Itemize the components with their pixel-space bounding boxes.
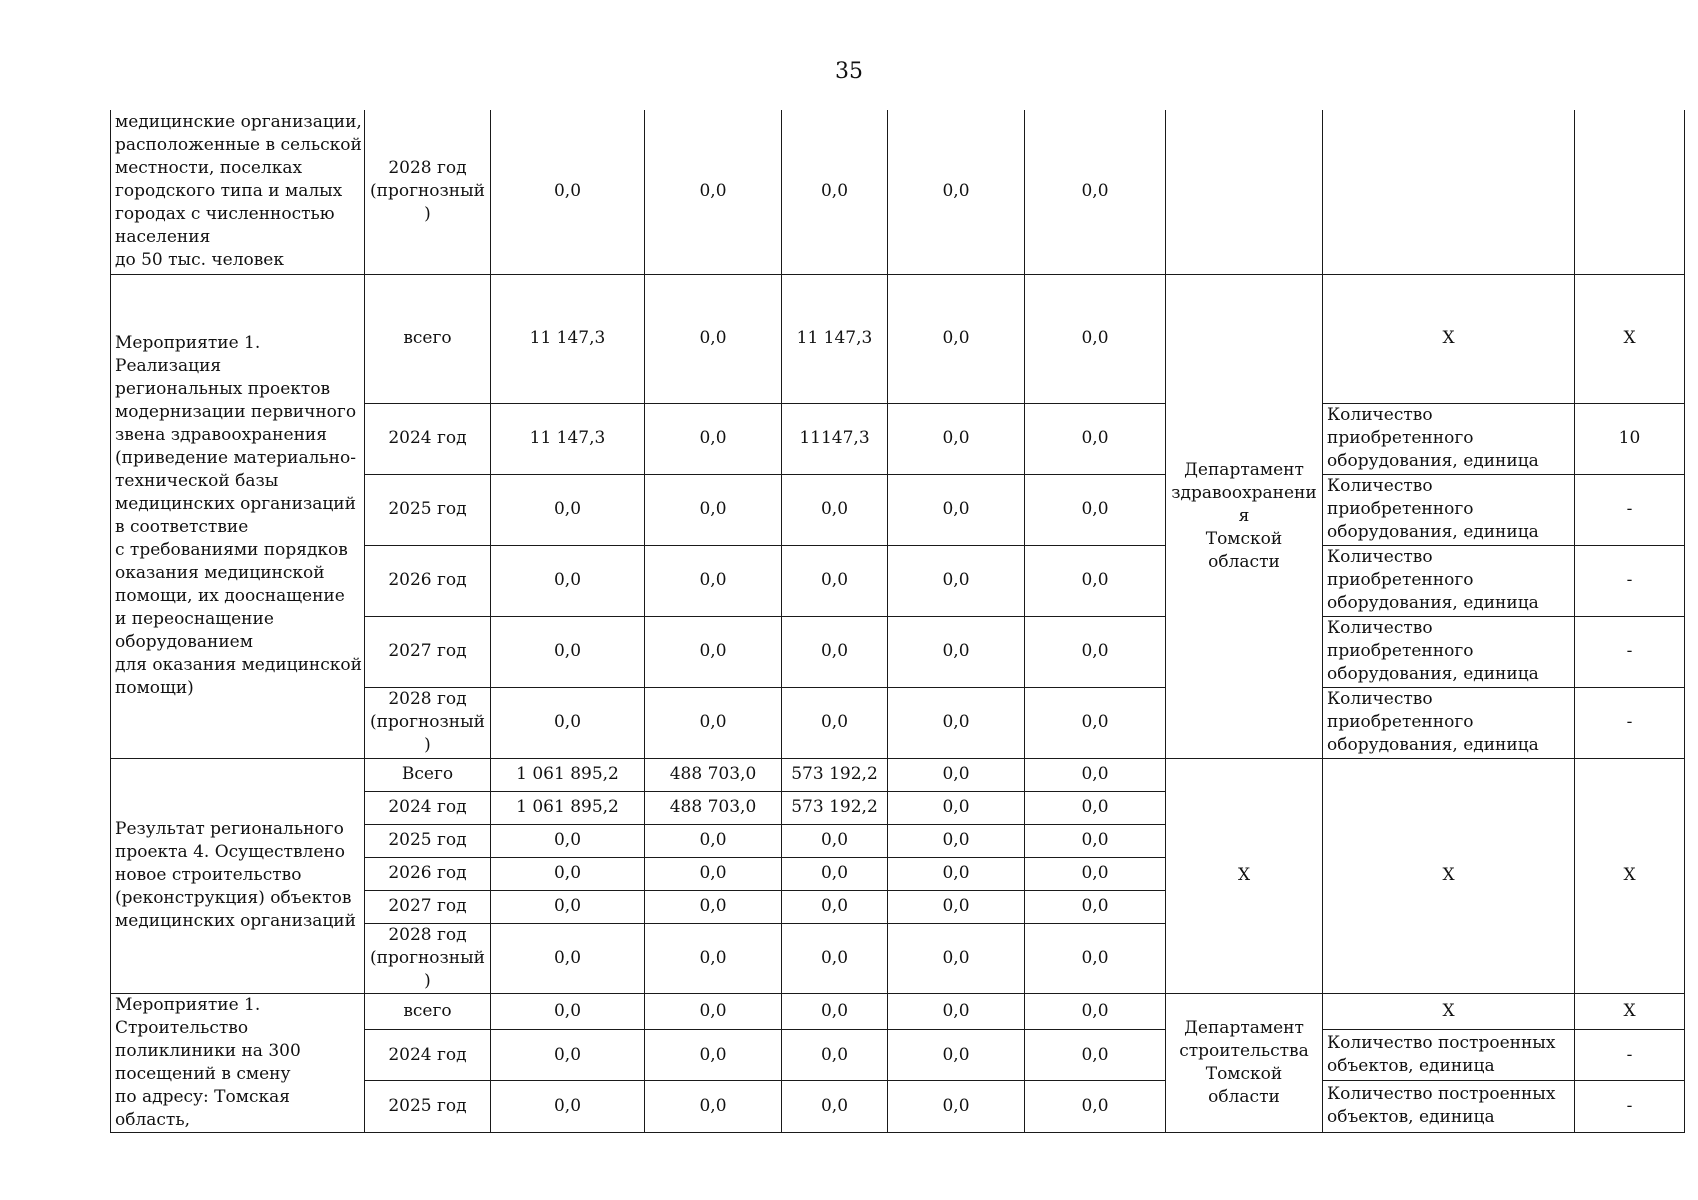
value-cell: 11 147,3: [491, 403, 645, 474]
value-cell: 0,0: [491, 687, 645, 758]
indicator-cell: Количество приобретенного оборудования, единица: [1323, 474, 1575, 545]
value-cell: 0,0: [782, 923, 888, 993]
value-cell: 11 147,3: [782, 274, 888, 403]
period-cell: всего: [365, 993, 491, 1030]
value-cell: 0,0: [888, 791, 1025, 824]
value-cell: 0,0: [888, 758, 1025, 791]
period-cell: 2025 год: [365, 474, 491, 545]
row-name: медицинские организации, расположенные в сельской местности, поселках городского типа и малых городах с численностью населения до 50 тыс. человек: [111, 110, 365, 274]
executor-cell: [1166, 110, 1323, 274]
value-cell: 0,0: [782, 616, 888, 687]
target-cell: -: [1575, 474, 1685, 545]
value-cell: 0,0: [645, 403, 782, 474]
row-name: Результат регионального проекта 4. Осуществлено новое строительство (реконструкция) объектов медицинских организаций: [111, 758, 365, 993]
value-cell: 0,0: [782, 474, 888, 545]
value-cell: 0,0: [491, 993, 645, 1030]
value-cell: 0,0: [1025, 274, 1166, 403]
value-cell: 0,0: [888, 890, 1025, 923]
value-cell: 0,0: [888, 1081, 1025, 1132]
value-cell: 0,0: [782, 1081, 888, 1132]
value-cell: 573 192,2: [782, 791, 888, 824]
value-cell: 0,0: [782, 993, 888, 1030]
indicator-cell: [1323, 110, 1575, 274]
value-cell: 11147,3: [782, 403, 888, 474]
value-cell: 0,0: [782, 687, 888, 758]
row-name: Мероприятие 1. Строительство поликлиники на 300 посещений в смену по адресу: Томская область,: [111, 993, 365, 1132]
period-cell: 2027 год: [365, 616, 491, 687]
value-cell: 0,0: [888, 993, 1025, 1030]
value-cell: 0,0: [645, 687, 782, 758]
value-cell: 0,0: [1025, 758, 1166, 791]
value-cell: 0,0: [1025, 687, 1166, 758]
value-cell: 0,0: [888, 857, 1025, 890]
value-cell: 0,0: [888, 110, 1025, 274]
indicator-cell: Количество построенных объектов, единица: [1323, 1030, 1575, 1081]
value-cell: 0,0: [645, 545, 782, 616]
value-cell: 0,0: [888, 274, 1025, 403]
value-cell: 0,0: [888, 403, 1025, 474]
indicator-cell: X: [1323, 758, 1575, 993]
value-cell: 0,0: [645, 857, 782, 890]
value-cell: 0,0: [645, 923, 782, 993]
value-cell: 0,0: [888, 1030, 1025, 1081]
value-cell: 0,0: [1025, 545, 1166, 616]
value-cell: 0,0: [782, 110, 888, 274]
value-cell: 0,0: [491, 824, 645, 857]
value-cell: 0,0: [782, 857, 888, 890]
value-cell: 0,0: [491, 857, 645, 890]
target-cell: X: [1575, 274, 1685, 403]
value-cell: 11 147,3: [491, 274, 645, 403]
indicator-cell: X: [1323, 993, 1575, 1030]
value-cell: 0,0: [645, 616, 782, 687]
value-cell: 0,0: [888, 687, 1025, 758]
period-cell: 2024 год: [365, 403, 491, 474]
value-cell: 0,0: [1025, 923, 1166, 993]
table-row: [111, 274, 1685, 403]
period-cell: 2025 год: [365, 1081, 491, 1132]
value-cell: 0,0: [491, 545, 645, 616]
target-cell: X: [1575, 758, 1685, 993]
table-row: [111, 758, 1685, 791]
executor-cell: Департамент здравоохранения Томской области: [1166, 274, 1323, 758]
value-cell: 0,0: [1025, 1081, 1166, 1132]
target-cell: 10: [1575, 403, 1685, 474]
value-cell: 0,0: [491, 1030, 645, 1081]
target-cell: X: [1575, 993, 1685, 1030]
target-cell: -: [1575, 545, 1685, 616]
indicator-cell: Количество приобретенного оборудования, единица: [1323, 545, 1575, 616]
value-cell: 0,0: [1025, 890, 1166, 923]
value-cell: 0,0: [1025, 791, 1166, 824]
value-cell: 0,0: [491, 890, 645, 923]
value-cell: 0,0: [888, 616, 1025, 687]
value-cell: 0,0: [1025, 110, 1166, 274]
period-cell: 2028 год (прогнозный): [365, 687, 491, 758]
value-cell: 0,0: [491, 1081, 645, 1132]
indicator-cell: Количество приобретенного оборудования, единица: [1323, 687, 1575, 758]
value-cell: 488 703,0: [645, 758, 782, 791]
period-cell: Всего: [365, 758, 491, 791]
value-cell: 0,0: [491, 110, 645, 274]
value-cell: 1 061 895,2: [491, 791, 645, 824]
value-cell: 0,0: [782, 545, 888, 616]
value-cell: 0,0: [491, 923, 645, 993]
indicator-cell: Количество приобретенного оборудования, единица: [1323, 403, 1575, 474]
value-cell: 0,0: [645, 824, 782, 857]
indicator-cell: Количество построенных объектов, единица: [1323, 1081, 1575, 1132]
value-cell: 0,0: [645, 1081, 782, 1132]
period-cell: 2027 год: [365, 890, 491, 923]
period-cell: 2025 год: [365, 824, 491, 857]
value-cell: 573 192,2: [782, 758, 888, 791]
value-cell: 0,0: [888, 923, 1025, 993]
target-cell: -: [1575, 687, 1685, 758]
value-cell: 0,0: [645, 274, 782, 403]
period-cell: 2026 год: [365, 545, 491, 616]
value-cell: 0,0: [1025, 616, 1166, 687]
value-cell: 0,0: [1025, 824, 1166, 857]
value-cell: 0,0: [645, 474, 782, 545]
value-cell: 0,0: [782, 890, 888, 923]
executor-cell: Департамент строительства Томской области: [1166, 993, 1323, 1132]
value-cell: 0,0: [491, 616, 645, 687]
indicator-cell: X: [1323, 274, 1575, 403]
target-cell: -: [1575, 1030, 1685, 1081]
value-cell: 0,0: [888, 824, 1025, 857]
value-cell: 0,0: [782, 1030, 888, 1081]
value-cell: 0,0: [645, 993, 782, 1030]
value-cell: 1 061 895,2: [491, 758, 645, 791]
table-row: [111, 993, 1685, 1030]
page-number: 35: [835, 59, 863, 84]
target-cell: -: [1575, 1081, 1685, 1132]
value-cell: 0,0: [645, 1030, 782, 1081]
value-cell: 0,0: [888, 545, 1025, 616]
table-row: [111, 110, 1685, 274]
period-cell: 2028 год (прогнозный): [365, 923, 491, 993]
value-cell: 0,0: [491, 474, 645, 545]
value-cell: 0,0: [782, 824, 888, 857]
value-cell: 0,0: [1025, 993, 1166, 1030]
period-cell: 2028 год (прогнозный): [365, 110, 491, 274]
executor-cell: X: [1166, 758, 1323, 993]
row-name: Мероприятие 1. Реализация региональных проектов модернизации первичного звена здравоохранения (приведение материально- технической базы медицинских организаций в соответствие с требованиями порядков оказания медицинской помощи, их дооснащение и переоснащение оборудованием для оказания медицинской помощи): [111, 274, 365, 758]
period-cell: 2026 год: [365, 857, 491, 890]
value-cell: 0,0: [1025, 857, 1166, 890]
value-cell: 0,0: [888, 474, 1025, 545]
target-cell: -: [1575, 616, 1685, 687]
indicator-cell: Количество приобретенного оборудования, единица: [1323, 616, 1575, 687]
target-cell: [1575, 110, 1685, 274]
value-cell: 0,0: [645, 890, 782, 923]
value-cell: 0,0: [645, 110, 782, 274]
value-cell: 0,0: [1025, 403, 1166, 474]
period-cell: всего: [365, 274, 491, 403]
budget-table: [110, 110, 1685, 1133]
period-cell: 2024 год: [365, 791, 491, 824]
value-cell: 0,0: [1025, 1030, 1166, 1081]
value-cell: 488 703,0: [645, 791, 782, 824]
value-cell: 0,0: [1025, 474, 1166, 545]
period-cell: 2024 год: [365, 1030, 491, 1081]
